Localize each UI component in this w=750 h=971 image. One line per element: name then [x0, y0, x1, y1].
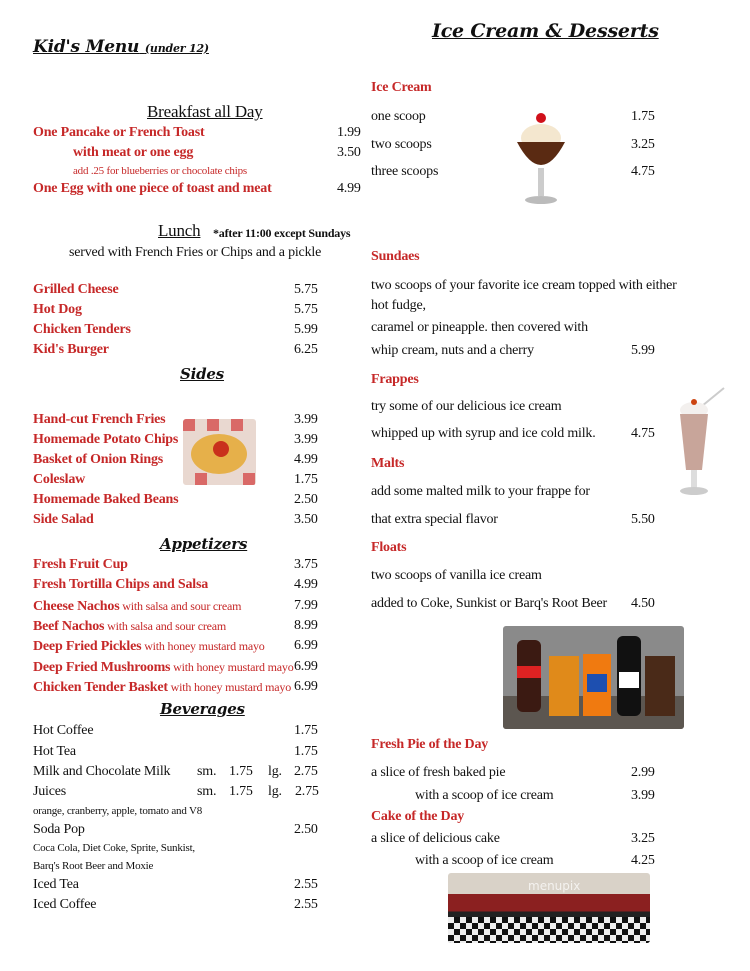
menu-item: Iced Coffee	[33, 897, 97, 912]
menu-item	[371, 162, 438, 182]
desc-line: two scoops of your favorite ice cream topped with either	[371, 278, 677, 293]
lunch-heading: Lunch	[158, 221, 201, 240]
sundaes-heading: Sundaes	[371, 249, 420, 264]
item-name: Hot Dog	[33, 302, 82, 317]
size-label: lg.	[268, 764, 282, 779]
lunch-note: *after 11:00 except Sundays	[213, 226, 351, 240]
diner-interior-image	[448, 873, 650, 943]
item-name: Fresh Fruit Cup	[33, 557, 128, 572]
menu-item: Soda Pop	[33, 822, 85, 837]
item-name: Deep Fried Mushrooms	[33, 659, 171, 675]
price: 3.25	[631, 831, 655, 846]
item-name: three scoops	[371, 164, 439, 179]
menu-item	[33, 575, 208, 595]
lunch-served: served with French Fries or Chips and a pickle	[69, 245, 322, 260]
item-name: Chicken Tenders	[33, 322, 131, 337]
menu-desc: orange, cranberry, apple, tomato and V8	[33, 805, 203, 817]
menu-item	[33, 657, 294, 677]
menu-item: a slice of fresh baked pie	[371, 765, 506, 780]
menu-item	[33, 470, 85, 490]
item-name: Deep Fried Pickles	[33, 639, 142, 655]
price: 5.75	[294, 302, 318, 317]
price: 4.99	[337, 181, 361, 196]
soda-floats-image	[503, 626, 684, 729]
price: 6.99	[294, 658, 318, 674]
menu-item	[33, 410, 165, 430]
item-name: Basket of Onion Rings	[33, 452, 163, 467]
kids-subtitle: (under 12)	[144, 42, 209, 55]
price: 2.55	[294, 877, 318, 892]
menu-desc: Barq's Root Beer and Moxie	[33, 860, 154, 872]
milkshake-image	[672, 386, 727, 498]
item-name: Cheese Nachos	[33, 598, 120, 614]
price: 4.99	[294, 577, 318, 593]
malts-heading: Malts	[371, 456, 405, 471]
price: 3.25	[631, 136, 655, 152]
item-desc: with salsa and sour cream	[122, 598, 242, 613]
appetizers-heading: Appetizers	[160, 535, 248, 553]
menu-item	[371, 107, 426, 127]
price: 5.50	[631, 512, 655, 527]
menu-item: with meat or one egg	[73, 145, 194, 160]
item-name: two scoops	[371, 136, 432, 152]
desc-line: whip cream, nuts and a cherry	[371, 343, 534, 358]
price: 7.99	[294, 597, 318, 613]
item-desc: with honey mustard mayo	[173, 659, 294, 674]
price: 3.99	[631, 788, 655, 803]
price: 1.99	[337, 125, 361, 140]
menu-item: Juices	[33, 784, 67, 799]
floats-heading: Floats	[371, 540, 407, 555]
item-name: Kid's Burger	[33, 342, 109, 357]
price: 1.75	[631, 109, 655, 124]
menu-item	[33, 280, 118, 300]
price: 2.75	[294, 764, 318, 779]
item-desc: with honey mustard mayo	[144, 639, 265, 654]
menu-item: with a scoop of ice cream	[415, 788, 554, 803]
menu-item: with a scoop of ice cream	[415, 853, 554, 868]
price: 1.75	[294, 472, 318, 487]
menu-item: Hot Coffee	[33, 723, 94, 738]
breakfast-heading: Breakfast all Day	[147, 102, 263, 121]
menu-item	[33, 555, 128, 575]
price: 2.99	[631, 765, 655, 780]
price: 4.25	[631, 853, 655, 868]
desc-line: whipped up with syrup and ice cold milk.	[371, 426, 596, 441]
price: 4.50	[631, 596, 655, 611]
price: 6.25	[294, 342, 318, 357]
price: 5.99	[631, 343, 655, 358]
watermark: menupix	[528, 879, 581, 893]
item-desc: with salsa and sour cream	[107, 618, 227, 633]
frappes-heading: Frappes	[371, 372, 419, 387]
beverages-heading: Beverages	[160, 700, 245, 718]
menu-item: One Egg with one piece of toast and meat	[33, 181, 272, 196]
menu-item	[33, 616, 226, 636]
nachos-image	[183, 419, 256, 485]
desc-line: two scoops of vanilla ice cream	[371, 568, 542, 583]
menu-item	[33, 320, 131, 340]
price: 3.50	[294, 512, 318, 527]
ice-cream-heading: Ice Cream	[371, 80, 432, 95]
item-name: Fresh Tortilla Chips and Salsa	[33, 577, 209, 593]
price: 2.50	[294, 822, 318, 837]
price: 8.99	[294, 617, 318, 633]
menu-item	[33, 300, 82, 320]
desc-line: added to Coke, Sunkist or Barq's Root Beer	[371, 596, 607, 611]
pie-heading: Fresh Pie of the Day	[371, 737, 489, 752]
menu-item	[33, 430, 178, 450]
menu-item: Milk and Chocolate Milk	[33, 764, 171, 779]
sundae-image	[513, 108, 568, 206]
item-name: Grilled Cheese	[33, 282, 119, 297]
price: 4.99	[294, 452, 318, 467]
kids-title-text: Kid's Menu	[33, 37, 140, 57]
price: 2.50	[294, 492, 318, 507]
menu-item	[33, 596, 241, 616]
item-name: Homemade Potato Chips	[33, 432, 179, 447]
desserts-title: Ice Cream & Desserts	[432, 20, 659, 42]
price: 3.75	[294, 557, 318, 572]
menu-item	[33, 677, 291, 697]
price: 5.75	[294, 282, 318, 297]
menu-note: add .25 for blueberries or chocolate chips	[73, 165, 247, 177]
price: 4.75	[631, 426, 655, 441]
menu-item: Hot Tea	[33, 744, 76, 759]
price: 1.75	[229, 764, 253, 779]
menu-item: Iced Tea	[33, 877, 79, 892]
menu-item: a slice of delicious cake	[371, 831, 500, 846]
price: 3.50	[337, 145, 361, 160]
price: 6.99	[294, 638, 318, 654]
menu-item	[33, 636, 265, 656]
menu-item	[33, 450, 163, 470]
desc-line: try some of our delicious ice cream	[371, 399, 562, 414]
menu-item: One Pancake or French Toast	[33, 125, 205, 140]
price: 3.99	[294, 432, 318, 447]
cake-heading: Cake of the Day	[371, 809, 465, 824]
desc-line: hot fudge,	[371, 298, 426, 313]
item-name: Chicken Tender Basket	[33, 679, 168, 695]
item-name: Side Salad	[33, 512, 94, 527]
menu-item	[371, 135, 432, 155]
item-name: one scoop	[371, 109, 426, 124]
size-label: lg.	[268, 784, 282, 799]
desc-line: add some malted milk to your frappe for	[371, 484, 590, 499]
sides-heading: Sides	[180, 365, 225, 383]
kids-menu-title	[33, 37, 209, 57]
desc-line: that extra special flavor	[371, 512, 498, 527]
item-name: Coleslaw	[33, 472, 86, 487]
menu-item	[33, 340, 109, 360]
size-label: sm.	[197, 764, 217, 779]
price: 2.75	[295, 784, 319, 799]
price: 3.99	[294, 412, 318, 427]
item-desc: with honey mustard mayo	[170, 679, 291, 694]
price: 6.99	[294, 678, 318, 694]
price: 1.75	[294, 744, 318, 759]
item-name: Beef Nachos	[33, 618, 105, 634]
price: 1.75	[294, 723, 318, 738]
menu-item	[33, 490, 178, 510]
price: 1.75	[229, 784, 253, 799]
desc-line: caramel or pineapple. then covered with	[371, 320, 588, 335]
menu-desc: Coca Cola, Diet Coke, Sprite, Sunkist,	[33, 842, 195, 854]
item-name: Homemade Baked Beans	[33, 492, 179, 507]
price: 2.55	[294, 897, 318, 912]
menu-item	[33, 510, 94, 530]
price: 4.75	[631, 164, 655, 179]
size-label: sm.	[197, 784, 217, 799]
item-name: Hand-cut French Fries	[33, 412, 166, 427]
price: 5.99	[294, 322, 318, 337]
